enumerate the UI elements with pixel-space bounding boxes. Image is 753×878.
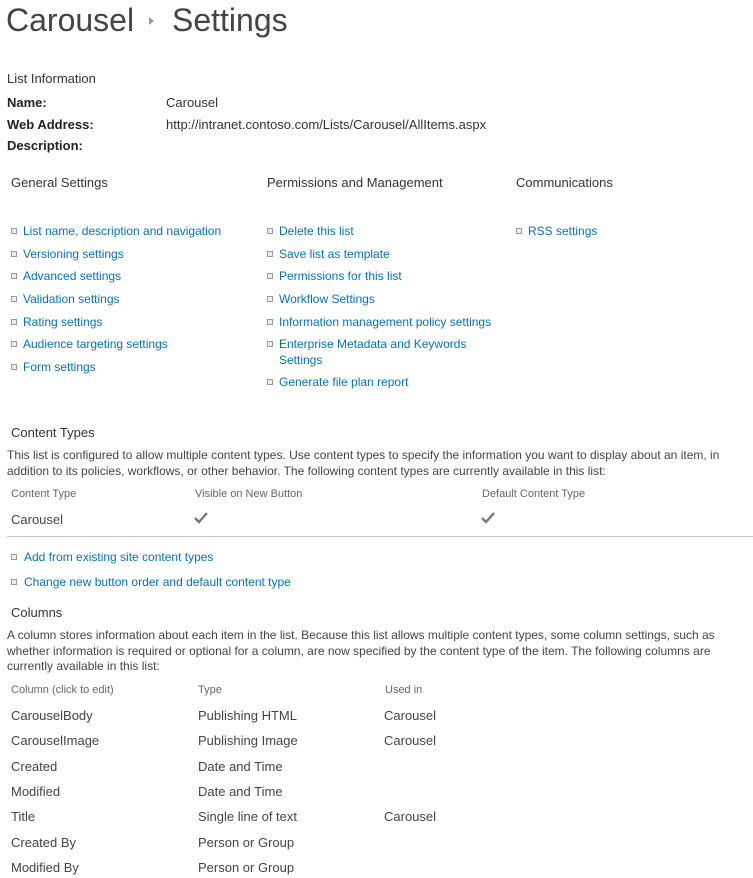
link-permissions-for-list[interactable]: Permissions for this list <box>279 269 402 283</box>
columns-description: A column stores information about each item in the list. Because this list allows multiple content types, some column settings, such as whether information is required or optional for a column, are now specified by the content type of the item. The following columns are currently available in this list: <box>7 628 715 673</box>
column-used-in: Carousel <box>384 809 437 824</box>
communications-heading: Communications <box>516 175 613 190</box>
bullet-icon <box>267 319 273 325</box>
bullet-icon <box>11 554 17 560</box>
column-name[interactable]: Modified <box>11 784 61 799</box>
bullet-icon <box>11 251 17 257</box>
column-used-in: Carousel <box>384 708 437 723</box>
link-information-management-policy[interactable]: Information management policy settings <box>279 315 492 329</box>
default-check-icon <box>481 511 495 525</box>
bullet-icon <box>11 296 17 302</box>
link-enterprise-metadata-keywords[interactable]: Enterprise Metadata and Keywords <box>279 337 467 351</box>
name-value: Carousel <box>166 95 219 110</box>
name-label: Name: <box>7 95 47 110</box>
link-versioning-settings[interactable]: Versioning settings <box>23 247 124 261</box>
link-workflow-settings[interactable]: Workflow Settings <box>279 292 375 306</box>
bullet-icon <box>267 251 273 257</box>
content-types-divider <box>7 536 753 537</box>
breadcrumb-separator-icon <box>149 17 154 25</box>
link-delete-list[interactable]: Delete this list <box>279 224 354 238</box>
column-type: Date and Time <box>198 784 283 799</box>
bullet-icon <box>11 228 17 234</box>
bullet-icon <box>11 319 17 325</box>
column-name[interactable]: CarouselImage <box>11 733 100 748</box>
bullet-icon <box>516 228 522 234</box>
link-list-name-description-navigation[interactable]: List name, description and navigation <box>23 224 222 238</box>
column-name[interactable]: CarouselBody <box>11 708 93 723</box>
link-generate-file-plan-report[interactable]: Generate file plan report <box>279 375 409 389</box>
link-change-button-order[interactable]: Change new button order and default content type <box>24 575 291 589</box>
link-rss-settings[interactable]: RSS settings <box>528 224 598 238</box>
col-header-column: Column (click to edit) <box>11 684 114 696</box>
bullet-icon <box>11 364 17 370</box>
bullet-icon <box>267 341 273 347</box>
column-type: Publishing Image <box>198 733 298 748</box>
bullet-icon <box>267 296 273 302</box>
column-type: Single line of text <box>198 809 298 824</box>
general-settings-heading: General Settings <box>11 175 108 190</box>
ct-header-default: Default Content Type <box>482 488 586 500</box>
column-name[interactable]: Title <box>11 809 36 824</box>
list-information-heading: List Information <box>7 71 96 86</box>
link-advanced-settings[interactable]: Advanced settings <box>23 269 122 283</box>
breadcrumb-list-name[interactable]: Carousel <box>6 2 135 38</box>
bullet-icon <box>267 379 273 385</box>
column-type: Date and Time <box>198 759 283 774</box>
column-type: Person or Group <box>198 835 295 850</box>
content-types-description: This list is configured to allow multiple content types. Use content types to specify the information you want to display about an item, in addition to its policies, workflows, or other behavior. The following content types are currently available in this list: <box>7 448 720 478</box>
column-type: Publishing HTML <box>198 708 297 723</box>
description-label: Description: <box>7 138 83 153</box>
bullet-icon <box>11 579 17 585</box>
column-type: Person or Group <box>198 860 295 875</box>
bullet-icon <box>11 273 17 279</box>
web-address-label: Web Address: <box>7 117 94 132</box>
column-name[interactable]: Created <box>11 759 58 774</box>
link-enterprise-metadata-keywords-line2[interactable]: Settings <box>279 353 323 367</box>
link-save-list-as-template[interactable]: Save list as template <box>279 247 390 261</box>
column-name[interactable]: Modified By <box>11 860 79 875</box>
ct-header-visible: Visible on New Button <box>195 488 303 500</box>
ct-header-content-type: Content Type <box>11 488 77 500</box>
bullet-icon <box>267 273 273 279</box>
link-rating-settings[interactable]: Rating settings <box>23 315 103 329</box>
columns-heading: Columns <box>11 605 63 620</box>
link-form-settings[interactable]: Form settings <box>23 360 96 374</box>
web-address-value: http://intranet.contoso.com/Lists/Carousel/AllItems.aspx <box>166 117 487 132</box>
bullet-icon <box>11 341 17 347</box>
link-add-existing-content-types[interactable]: Add from existing site content types <box>24 550 214 564</box>
page-title: Settings <box>172 2 288 38</box>
link-audience-targeting-settings[interactable]: Audience targeting settings <box>23 337 168 351</box>
content-types-heading: Content Types <box>11 425 95 440</box>
col-header-type: Type <box>198 684 222 696</box>
permissions-heading: Permissions and Management <box>267 175 443 190</box>
column-name[interactable]: Created By <box>11 835 77 850</box>
link-validation-settings[interactable]: Validation settings <box>23 292 120 306</box>
col-header-used-in: Used in <box>385 684 423 696</box>
visible-check-icon <box>194 511 208 525</box>
bullet-icon <box>267 228 273 234</box>
ct-row-name[interactable]: Carousel <box>11 512 64 527</box>
column-used-in: Carousel <box>384 733 437 748</box>
